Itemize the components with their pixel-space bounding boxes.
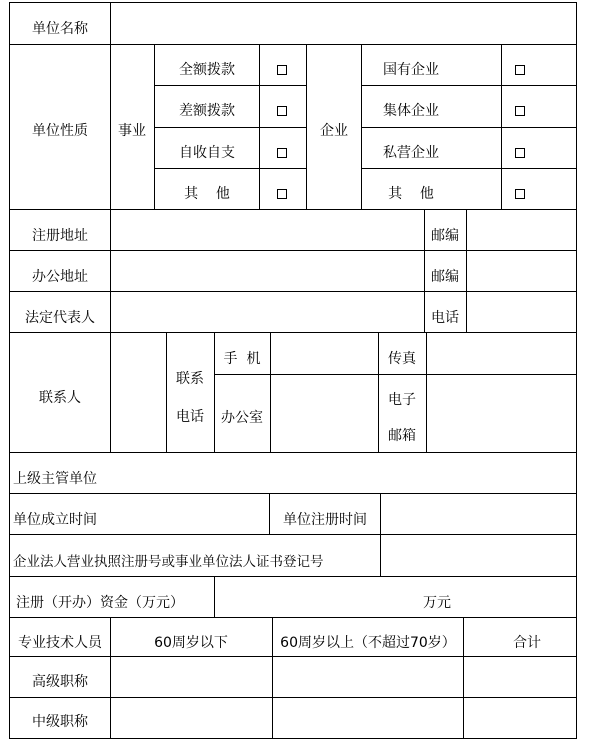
- legal-rep-field[interactable]: [111, 292, 424, 332]
- collective-label: 集体企业: [383, 103, 439, 119]
- email-label-line1: 电子: [388, 392, 416, 408]
- col-line: [269, 493, 270, 535]
- collective-checkbox[interactable]: [515, 106, 525, 116]
- fax-field[interactable]: [427, 333, 576, 374]
- self-funded-label: 自收自支: [179, 145, 235, 161]
- intermediate-under-60-field[interactable]: [111, 698, 272, 738]
- row-line: [154, 85, 306, 86]
- col-line: [154, 44, 155, 210]
- state-owned-label: 国有企业: [383, 62, 439, 78]
- senior-title-label: 高级职称: [32, 674, 88, 690]
- col-line: [306, 44, 307, 210]
- intermediate-over-60-field[interactable]: [273, 698, 463, 738]
- row-line: [9, 44, 577, 45]
- intermediate-total-field[interactable]: [464, 698, 576, 738]
- postcode-label: 邮编: [431, 228, 459, 244]
- registered-time-field[interactable]: [381, 494, 576, 534]
- registered-capital-field[interactable]: [215, 577, 405, 617]
- license-number-label: 企业法人营业执照注册号或事业单位法人证书登记号: [13, 554, 324, 570]
- differential-appropriation-label: 差额拨款: [179, 103, 235, 119]
- contact-phone-label-line1: 联系: [176, 371, 204, 387]
- unit-nature-label: 单位性质: [32, 123, 88, 139]
- over-60-header: 60周岁以上（不超过70岁）: [280, 635, 456, 651]
- col-line: [501, 44, 502, 210]
- full-appropriation-checkbox[interactable]: [277, 65, 287, 75]
- legal-rep-label: 法定代表人: [25, 310, 95, 326]
- row-line: [361, 168, 577, 169]
- qiye-other-checkbox[interactable]: [515, 189, 525, 199]
- postcode-field[interactable]: [467, 251, 576, 291]
- office-phone-field[interactable]: [271, 375, 378, 452]
- superior-unit-label: 上级主管单位: [13, 471, 97, 487]
- office-phone-label: 办公室: [221, 410, 263, 426]
- registered-address-label: 注册地址: [32, 228, 88, 244]
- registered-time-label: 单位注册时间: [283, 512, 367, 528]
- total-header: 合计: [513, 635, 541, 651]
- wan-yuan-unit: 万元: [423, 595, 451, 611]
- col-line: [361, 44, 362, 210]
- office-address-field[interactable]: [111, 251, 424, 291]
- phone-label: 电话: [431, 310, 459, 326]
- qiye-label: 企业: [320, 123, 348, 139]
- postcode-label: 邮编: [431, 269, 459, 285]
- registered-address-field[interactable]: [111, 210, 424, 250]
- unit-name-label: 单位名称: [32, 21, 88, 37]
- senior-over-60-field[interactable]: [273, 657, 463, 697]
- senior-under-60-field[interactable]: [111, 657, 272, 697]
- superior-unit-field[interactable]: [110, 453, 576, 493]
- row-line: [154, 127, 306, 128]
- intermediate-title-label: 中级职称: [32, 714, 88, 730]
- private-label: 私营企业: [383, 145, 439, 161]
- col-line: [424, 209, 425, 333]
- col-line: [214, 332, 215, 453]
- col-line: [259, 44, 260, 210]
- phone-field[interactable]: [467, 292, 576, 332]
- row-line: [361, 85, 577, 86]
- unit-name-field[interactable]: [111, 3, 576, 44]
- qiye-other-label: 其 他: [388, 186, 434, 202]
- row-line: [154, 168, 306, 169]
- table-border-right: [576, 2, 577, 739]
- row-line: [361, 127, 577, 128]
- differential-appropriation-checkbox[interactable]: [277, 106, 287, 116]
- shiye-other-checkbox[interactable]: [277, 189, 287, 199]
- self-funded-checkbox[interactable]: [277, 148, 287, 158]
- col-line: [166, 332, 167, 453]
- table-border-bottom: [9, 738, 577, 739]
- email-field[interactable]: [427, 375, 576, 452]
- office-address-label: 办公地址: [32, 269, 88, 285]
- private-checkbox[interactable]: [515, 148, 525, 158]
- row-line: [9, 617, 577, 618]
- established-time-field[interactable]: [110, 494, 269, 534]
- under-60-header: 60周岁以下: [154, 635, 228, 651]
- senior-total-field[interactable]: [464, 657, 576, 697]
- shiye-other-label: 其 他: [184, 186, 230, 202]
- contact-person-label: 联系人: [39, 390, 81, 406]
- email-label-line2: 邮箱: [388, 428, 416, 444]
- mobile-label: 手 机: [223, 351, 261, 367]
- license-number-field[interactable]: [381, 535, 576, 576]
- col-line: [378, 332, 379, 453]
- full-appropriation-label: 全额拨款: [179, 62, 235, 78]
- contact-phone-label-line2: 电话: [176, 409, 204, 425]
- fax-label: 传真: [388, 351, 416, 367]
- tech-staff-label: 专业技术人员: [18, 635, 102, 651]
- table-border-left: [9, 2, 10, 739]
- shiye-label: 事业: [118, 123, 146, 139]
- registered-capital-label: 注册（开办）资金（万元）: [16, 595, 184, 611]
- established-time-label: 单位成立时间: [13, 512, 97, 528]
- postcode-field[interactable]: [467, 210, 576, 250]
- mobile-field[interactable]: [271, 333, 378, 374]
- state-owned-checkbox[interactable]: [515, 65, 525, 75]
- contact-person-field[interactable]: [111, 333, 166, 452]
